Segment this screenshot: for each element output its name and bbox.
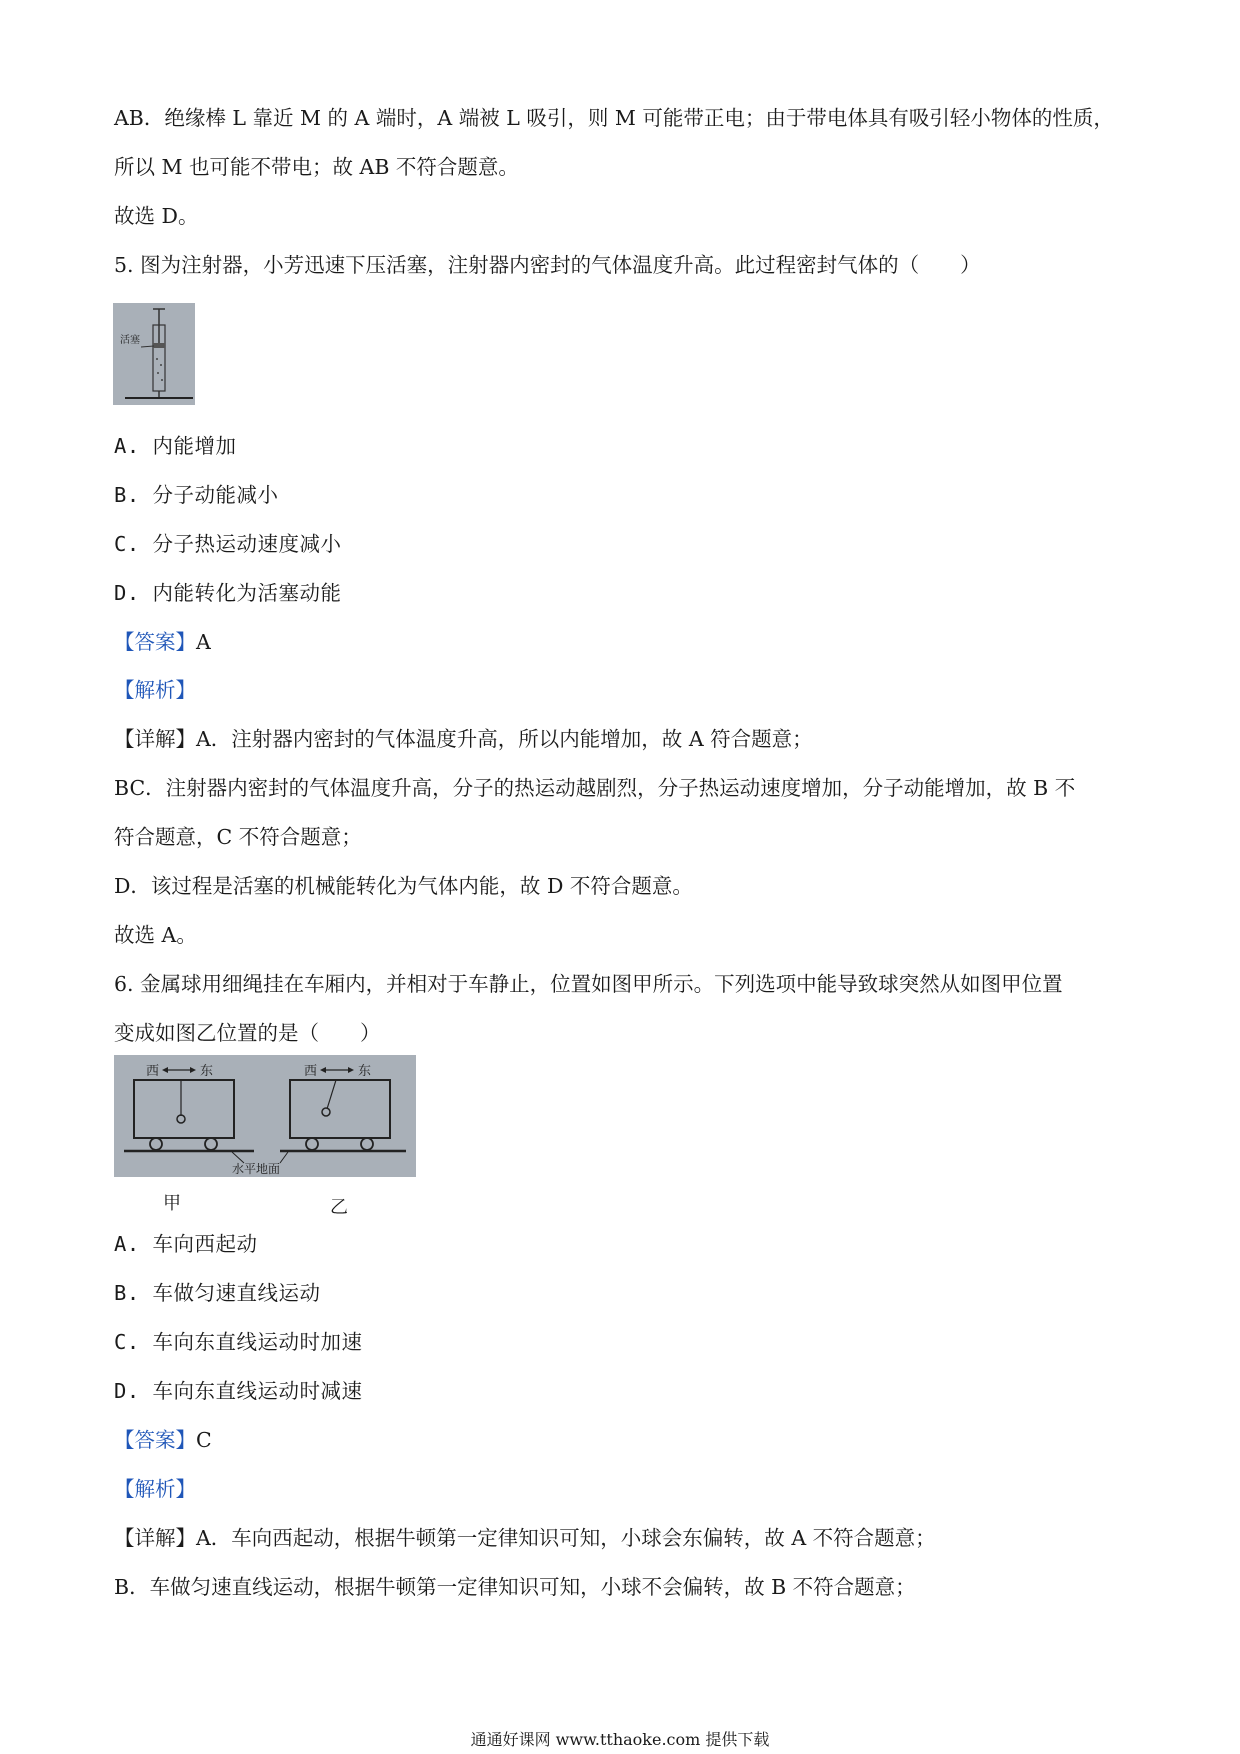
detail-tag: 【详解】: [114, 1526, 196, 1550]
west-label-yi: 西: [304, 1064, 318, 1079]
q5-conclusion: 故选 A。: [114, 923, 197, 947]
answer-value: A: [196, 630, 211, 654]
detail-tag: 【详解】: [114, 727, 196, 751]
q5-analysis-tag: [114, 676, 196, 704]
q6-answer: [114, 1426, 212, 1454]
piston-label: 活塞: [120, 335, 140, 346]
caption-jia: 甲: [163, 1193, 181, 1214]
cart-figure: [114, 1055, 416, 1177]
q5-option-b: B. 分子动能减小: [114, 483, 279, 507]
analysis-tag: 【解析】: [114, 678, 196, 702]
prev-ab-line-1: AB．绝缘棒 L 靠近 M 的 A 端时，A 端被 L 吸引，则 M 可能带正电；由于带电体具有吸引轻小物体的性质，: [114, 106, 1114, 130]
east-label-yi: 东: [358, 1064, 372, 1079]
q6-detail-a: [114, 1524, 936, 1552]
detail-a-text: A．车向西起动，根据牛顿第一定律知识可知，小球会东偏转，故 A 不符合题意；: [196, 1526, 936, 1550]
prev-ab-line-2: 所以 M 也可能不带电；故 AB 不符合题意。: [114, 155, 519, 179]
analysis-tag: 【解析】: [114, 1477, 196, 1501]
q6-option-d: D. 车向东直线运动时减速: [114, 1379, 363, 1403]
q5-detail-d: D．该过程是活塞的机械能转化为气体内能，故 D 不符合题意。: [114, 874, 693, 898]
q5-detail-bc-1: BC．注射器内密封的气体温度升高，分子的热运动越剧烈，分子热运动速度增加，分子动能增加，故 B 不: [114, 776, 1076, 800]
q6-detail-b: B．车做匀速直线运动，根据牛顿第一定律知识可知，小球不会偏转，故 B 不符合题意；: [114, 1575, 916, 1599]
page-footer: 通通好课网 www.tthaoke.com 提供下载: [470, 1730, 770, 1749]
detail-a-text: A．注射器内密封的气体温度升高，所以内能增加，故 A 符合题意；: [196, 727, 813, 751]
q5-answer: [114, 628, 211, 656]
q5-option-c: C. 分子热运动速度减小: [114, 532, 342, 556]
q5-option-a: A. 内能增加: [114, 434, 237, 458]
q6-analysis-tag: [114, 1475, 196, 1503]
answer-tag: 【答案】: [114, 630, 196, 654]
q6-stem-2: 变成如图乙位置的是（ ）: [114, 1021, 381, 1045]
q6-option-a: A. 车向西起动: [114, 1232, 258, 1256]
q6-option-c: C. 车向东直线运动时加速: [114, 1330, 363, 1354]
q5-detail-bc-2: 符合题意，C 不符合题意；: [114, 825, 362, 849]
q5-option-d: D. 内能转化为活塞动能: [114, 581, 342, 605]
q6-stem-1: 6. 金属球用细绳挂在车厢内，并相对于车静止，位置如图甲所示。下列选项中能导致球突然从如图甲位置: [114, 972, 1063, 996]
caption-yi: 乙: [330, 1197, 348, 1218]
ground-label: 水平地面: [232, 1162, 281, 1176]
q6-option-b: B. 车做匀速直线运动: [114, 1281, 321, 1305]
syringe-figure: [113, 303, 195, 405]
answer-value: C: [196, 1428, 212, 1452]
east-label-jia: 东: [200, 1064, 214, 1079]
answer-tag: 【答案】: [114, 1428, 196, 1452]
west-label-jia: 西: [146, 1064, 160, 1079]
q5-stem: 5. 图为注射器，小芳迅速下压活塞，注射器内密封的气体温度升高。此过程密封气体的（ ）: [114, 253, 981, 277]
prev-conclusion: 故选 D。: [114, 204, 199, 228]
q5-detail-a: [114, 725, 813, 753]
